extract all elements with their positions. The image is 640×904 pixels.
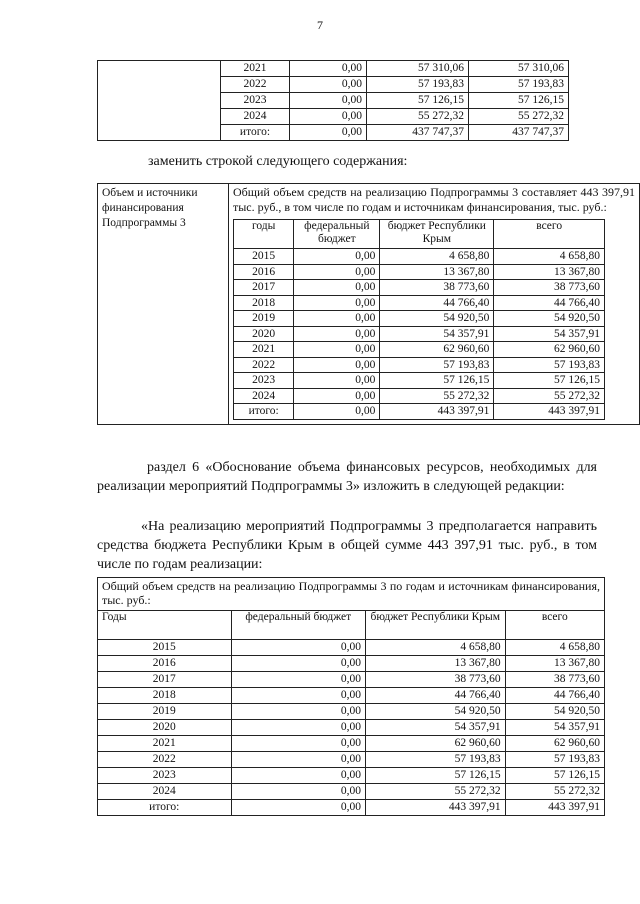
federal-cell: 0,00: [290, 61, 367, 77]
federal-cell: 0,00: [294, 295, 380, 311]
year-cell: 2016: [234, 264, 294, 280]
table-row: [98, 752, 605, 768]
header-federal: федеральный бюджет: [294, 220, 380, 249]
total-cell: 55 272,32: [469, 109, 569, 125]
replace-instruction: заменить строкой следующего содержания:: [148, 154, 408, 169]
year-cell: 2018: [234, 295, 294, 311]
federal-cell: 0,00: [231, 704, 366, 720]
regional-cell: 57 126,15: [367, 93, 469, 109]
table-row: [98, 768, 605, 784]
passport-content: [229, 184, 640, 425]
section-6-instruction: [97, 458, 597, 496]
header-year: Годы: [98, 611, 232, 640]
total-cell: 57 126,15: [505, 768, 604, 784]
total-cell: 54 920,50: [505, 704, 604, 720]
regional-cell: 13 367,80: [380, 264, 494, 280]
federal-cell: 0,00: [231, 768, 366, 784]
table-row: [234, 388, 605, 404]
regional-cell: 57 193,83: [366, 752, 506, 768]
quote-text: «На реализацию мероприятий Подпрограммы 3 предполагается направить средства бюджета Республики Крым в общей сумме 443 397,91 тыс. руб., в том числе по годам реализации:: [97, 519, 597, 572]
year-cell: 2021: [221, 61, 290, 77]
year-cell: 2020: [234, 326, 294, 342]
regional-cell: 4 658,80: [380, 249, 494, 265]
header-total: всего: [505, 611, 604, 640]
section-6-funding-table: [97, 577, 605, 816]
total-cell: 4 658,80: [505, 640, 604, 656]
quote-paragraph: [97, 517, 597, 574]
total-cell: 62 960,60: [494, 342, 605, 358]
header-total: всего: [494, 220, 605, 249]
table-row: [98, 784, 605, 800]
total-cell: 62 960,60: [505, 736, 604, 752]
previous-table-tail: [97, 60, 569, 141]
year-cell: 2024: [98, 784, 232, 800]
year-cell: 2015: [98, 640, 232, 656]
table-row: [234, 404, 605, 420]
total-cell: 57 126,15: [494, 373, 605, 389]
year-cell: итого:: [98, 800, 232, 816]
table-row: [98, 800, 605, 816]
regional-cell: 55 272,32: [367, 109, 469, 125]
year-cell: 2017: [234, 280, 294, 296]
federal-cell: 0,00: [231, 752, 366, 768]
year-cell: 2016: [98, 656, 232, 672]
regional-cell: 44 766,40: [366, 688, 506, 704]
federal-cell: 0,00: [290, 93, 367, 109]
federal-cell: 0,00: [231, 736, 366, 752]
federal-cell: 0,00: [294, 249, 380, 265]
regional-cell: 4 658,80: [366, 640, 506, 656]
year-cell: 2022: [234, 357, 294, 373]
table-row: [234, 342, 605, 358]
table-row: [98, 61, 569, 77]
regional-cell: 437 747,37: [367, 125, 469, 141]
total-cell: 57 193,83: [505, 752, 604, 768]
table-row: [234, 295, 605, 311]
table-header-row: [234, 220, 605, 249]
year-cell: 2017: [98, 672, 232, 688]
federal-cell: 0,00: [231, 640, 366, 656]
page-number: 7: [317, 18, 323, 32]
header-year: годы: [234, 220, 294, 249]
total-cell: 443 397,91: [505, 800, 604, 816]
federal-cell: 0,00: [231, 784, 366, 800]
regional-cell: 13 367,80: [366, 656, 506, 672]
year-cell: 2015: [234, 249, 294, 265]
federal-cell: 0,00: [231, 800, 366, 816]
year-cell: 2024: [221, 109, 290, 125]
total-cell: 443 397,91: [494, 404, 605, 420]
table-row: [98, 688, 605, 704]
regional-cell: 44 766,40: [380, 295, 494, 311]
regional-cell: 57 193,83: [367, 77, 469, 93]
passport-funding-table: [233, 219, 605, 420]
federal-cell: 0,00: [294, 280, 380, 296]
federal-cell: 0,00: [294, 388, 380, 404]
regional-cell: 38 773,60: [380, 280, 494, 296]
federal-cell: 0,00: [231, 672, 366, 688]
table-row: [98, 720, 605, 736]
total-cell: 38 773,60: [494, 280, 605, 296]
federal-cell: 0,00: [294, 357, 380, 373]
table-row: [234, 357, 605, 373]
federal-cell: 0,00: [294, 342, 380, 358]
regional-cell: 57 126,15: [380, 373, 494, 389]
federal-cell: 0,00: [294, 311, 380, 327]
total-cell: 57 126,15: [469, 93, 569, 109]
regional-cell: 57 193,83: [380, 357, 494, 373]
passport-label: Объем и источники финансирования Подпрограммы 3: [98, 184, 229, 425]
funding-passport-table: [97, 183, 640, 425]
federal-cell: 0,00: [231, 720, 366, 736]
table-row: [98, 672, 605, 688]
table-row: [98, 656, 605, 672]
regional-cell: 443 397,91: [380, 404, 494, 420]
year-cell: 2023: [98, 768, 232, 784]
table-header-row: [98, 611, 605, 640]
total-cell: 13 367,80: [505, 656, 604, 672]
total-cell: 55 272,32: [494, 388, 605, 404]
total-cell: 38 773,60: [505, 672, 604, 688]
table-row: [98, 640, 605, 656]
year-cell: 2019: [234, 311, 294, 327]
year-cell: 2021: [234, 342, 294, 358]
regional-cell: 443 397,91: [366, 800, 506, 816]
year-cell: 2020: [98, 720, 232, 736]
year-cell: 2018: [98, 688, 232, 704]
total-cell: 13 367,80: [494, 264, 605, 280]
regional-cell: 54 920,50: [366, 704, 506, 720]
total-cell: 55 272,32: [505, 784, 604, 800]
regional-cell: 62 960,60: [380, 342, 494, 358]
section-6-text: раздел 6 «Обоснование объема финансовых ресурсов, необходимых для реализации мероприятий Подпрограммы 3» изложить в следующей редакции:: [97, 460, 597, 494]
year-cell: 2022: [98, 752, 232, 768]
year-cell: 2021: [98, 736, 232, 752]
federal-cell: 0,00: [290, 109, 367, 125]
federal-cell: 0,00: [231, 656, 366, 672]
regional-cell: 62 960,60: [366, 736, 506, 752]
regional-cell: 55 272,32: [366, 784, 506, 800]
federal-cell: 0,00: [231, 688, 366, 704]
total-cell: 54 357,91: [505, 720, 604, 736]
federal-cell: 0,00: [294, 373, 380, 389]
total-cell: 437 747,37: [469, 125, 569, 141]
regional-cell: 57 310,06: [367, 61, 469, 77]
header-regional: бюджет Республики Крым: [366, 611, 506, 640]
passport-summary: Общий объем средств на реализацию Подпрограммы 3 составляет 443 397,91 тыс. руб., в том числе по годам и источникам финансирования, тыс. руб.:: [233, 185, 635, 214]
federal-cell: 0,00: [294, 404, 380, 420]
total-cell: 57 193,83: [494, 357, 605, 373]
total-cell: 57 310,06: [469, 61, 569, 77]
table-row: [98, 704, 605, 720]
regional-cell: 54 357,91: [380, 326, 494, 342]
regional-cell: 54 920,50: [380, 311, 494, 327]
year-cell: 2023: [221, 93, 290, 109]
total-cell: 57 193,83: [469, 77, 569, 93]
federal-cell: 0,00: [294, 326, 380, 342]
header-regional: бюджет Республики Крым: [380, 220, 494, 249]
table-summary: Общий объем средств на реализацию Подпрограммы 3 по годам и источникам финансирования, тыс. руб.:: [98, 578, 605, 611]
total-cell: 54 920,50: [494, 311, 605, 327]
table-row: [234, 280, 605, 296]
table-row: [234, 373, 605, 389]
year-cell: 2019: [98, 704, 232, 720]
federal-cell: 0,00: [290, 77, 367, 93]
total-cell: 4 658,80: [494, 249, 605, 265]
year-cell: итого:: [234, 404, 294, 420]
regional-cell: 54 357,91: [366, 720, 506, 736]
table-row: [234, 264, 605, 280]
table-row: [234, 326, 605, 342]
table-row: [234, 249, 605, 265]
year-cell: 2023: [234, 373, 294, 389]
regional-cell: 57 126,15: [366, 768, 506, 784]
regional-cell: 55 272,32: [380, 388, 494, 404]
table-row: [98, 736, 605, 752]
total-cell: 44 766,40: [505, 688, 604, 704]
year-cell: итого:: [221, 125, 290, 141]
year-cell: 2024: [234, 388, 294, 404]
table-row: [234, 311, 605, 327]
federal-cell: 0,00: [294, 264, 380, 280]
total-cell: 44 766,40: [494, 295, 605, 311]
regional-cell: 38 773,60: [366, 672, 506, 688]
empty-label-cell: [98, 61, 221, 141]
year-cell: 2022: [221, 77, 290, 93]
header-federal: федеральный бюджет: [231, 611, 366, 640]
federal-cell: 0,00: [290, 125, 367, 141]
total-cell: 54 357,91: [494, 326, 605, 342]
